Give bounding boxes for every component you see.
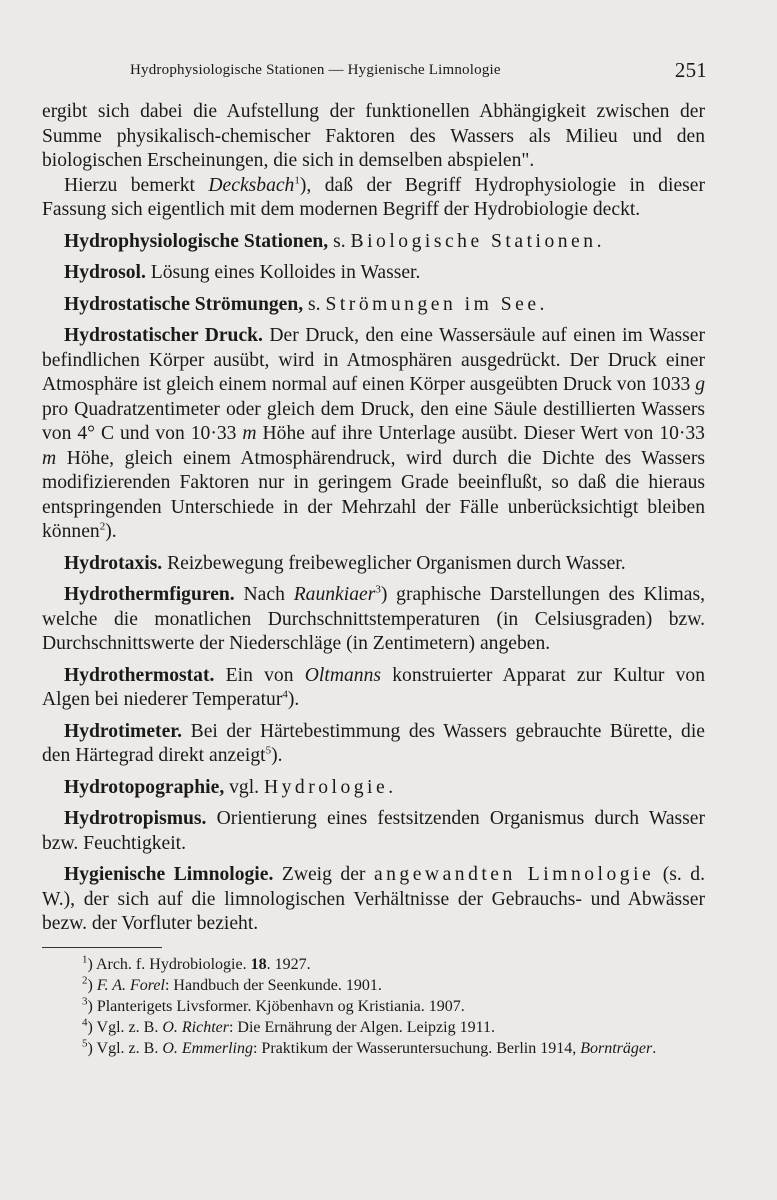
footnote-2: $^2$) F. A. Forel: Handbuch der Seenkunde. 1901. [82, 974, 382, 994]
headword: Hydrotaxis. [64, 552, 163, 574]
unit-gram: g [695, 374, 705, 395]
entry-hydrostatischer-druck: Hydrostatischer Druck. Der Druck, den eine Wassersäule auf einen im Wasser befindlichen Körper ausübt, wird in Atmosphären ausgedrückt. Der Druck einer Atmosphäre ist gleich einem normal auf einen Körper ausgeübten Druck von 1033 g pro Quadratzentimeter oder gleich dem Druck, den eine Säule destillierten Wassers von 4° C und von 10·33 m Höhe auf ihre Unterlage ausübt. Dieser Wert von 10·33 m Höhe, gleich einem Atmosphärendruck, wird durch die Dichte des Wassers modifizierenden Faktoren nur in geringem Grade beeinflußt, so daß die hieraus entspringenden Unterschiede in der Mehrzahl der Fälle unberücksichtigt bleiben können$^2$). [42, 325, 705, 542]
footnote-divider [42, 947, 162, 948]
headword: Hydrophysiologische Stationen, [64, 230, 329, 252]
headword: Hydrosol. [64, 262, 146, 283]
paragraph-continuation: ergibt sich dabei die Aufstellung der funktionellen Abhängigkeit zwischen der Summe physikalisch-chemischer Faktoren des Wassers als Milieu und den biologischen Erscheinungen, die sich in demselben abspielen". [42, 101, 705, 171]
footnote-3: $^3$) Planterigets Livsformer. Kjöbenhavn og Kristiania. 1907. [82, 995, 465, 1015]
footnote-ref: 2 [99, 520, 106, 533]
unit-meter: m [42, 447, 57, 469]
author-name: Oltmanns [304, 664, 381, 686]
cross-reference: Strömungen im See [325, 293, 540, 315]
headword: Hygienische Limnologie. [64, 864, 274, 885]
unit-meter: m [242, 423, 257, 444]
entry-hydrostatische-stroemungen: Hydrostatische Strömungen, s. Strömungen im See. [64, 293, 545, 315]
entry-hydrothermostat: Hydrothermostat. Ein von Oltmanns konstruierter Apparat zur Kultur von Algen bei niederer Temperatur$^4$). [42, 664, 705, 710]
footnote-ref: 5 [265, 744, 272, 757]
author-name: Decksbach [208, 174, 295, 196]
entry-hydrophysiologische-stationen: Hydrophysiologische Stationen, s. Biologische Stationen. [64, 230, 602, 252]
headword: Hydrostatischer Druck. [64, 325, 263, 346]
entry-hydrotopographie: Hydrotopographie, vgl. Hydrologie. [64, 776, 394, 798]
cross-reference: Biologische Stationen [350, 230, 597, 252]
footnote-ref: 3 [375, 583, 381, 596]
footnote-4: $^4$) Vgl. z. B. O. Richter: Die Ernährung der Algen. Leipzig 1911. [82, 1016, 495, 1036]
entry-hydrotaxis: Hydrotaxis. Reizbewegung freibeweglicher Organismen durch Wasser. [64, 552, 626, 574]
headword: Hydrotropismus. [64, 808, 207, 829]
cross-reference: angewandten Limnologie [373, 864, 655, 885]
headword: Hydrotopographie, [64, 776, 225, 798]
entry-hydrotropismus: Hydrotropismus. Orientierung eines festsitzenden Organismus durch Wasser bzw. Feuchtigkeit. [42, 808, 705, 854]
headword: Hydrostatische Strömungen, [64, 293, 304, 315]
headword: Hydrotimeter. [64, 720, 183, 742]
footnote-5: $^5$) Vgl. z. B. O. Emmerling: Praktikum der Wasseruntersuchung. Berlin 1914, Bornträger. [82, 1037, 657, 1057]
entry-hydrotimeter: Hydrotimeter. Bei der Härtebestimmung des Wassers gebrauchte Bürette, die den Härtegrad direkt anzeigt$^5$). [42, 720, 705, 766]
entry-hygienische-limnologie: Hygienische Limnologie. Zweig der angewandten Limnologie (s. d. W.), der sich auf die limnologischen Verhältnisse der Gebrauchs- und Abwässer bezw. der Vorfluter bezieht. [42, 864, 705, 934]
headword: Hydrothermostat. [64, 664, 215, 686]
running-title: Hydrophysiologische Stationen — Hygienische Limnologie [130, 62, 501, 78]
paragraph-decksbach: Hierzu bemerkt Decksbach$^1$), daß der Begriff Hydrophysiologie in dieser Fassung sich eigentlich mit dem modernen Begriff der Hydrobiologie deckt. [42, 173, 706, 220]
headword: Hydrothermfiguren. [64, 584, 235, 605]
author-name: Raunkiaer [293, 584, 376, 605]
entry-hydrosol: Hydrosol. Lösung eines Kolloides in Wasser. [64, 262, 421, 283]
footnote-1: $^1$) Arch. f. Hydrobiologie. 18. 1927. [82, 953, 311, 973]
page-body [42, 100, 705, 1059]
entry-hydrothermfiguren: Hydrothermfiguren. Nach Raunkiaer$^3$) graphische Darstellungen des Klimas, welche die monatlichen Durchschnittstemperaturen (in Celsiusgraden) bzw. Durchschnittswerte der Niederschläge (in Zentimetern) angeben. [42, 583, 706, 654]
running-header [130, 56, 707, 84]
footnote-ref: 4 [282, 688, 288, 701]
cross-reference: Hydrologie [263, 776, 389, 798]
page-number: 251 [674, 58, 707, 82]
footnote-ref: 1 [294, 173, 300, 186]
